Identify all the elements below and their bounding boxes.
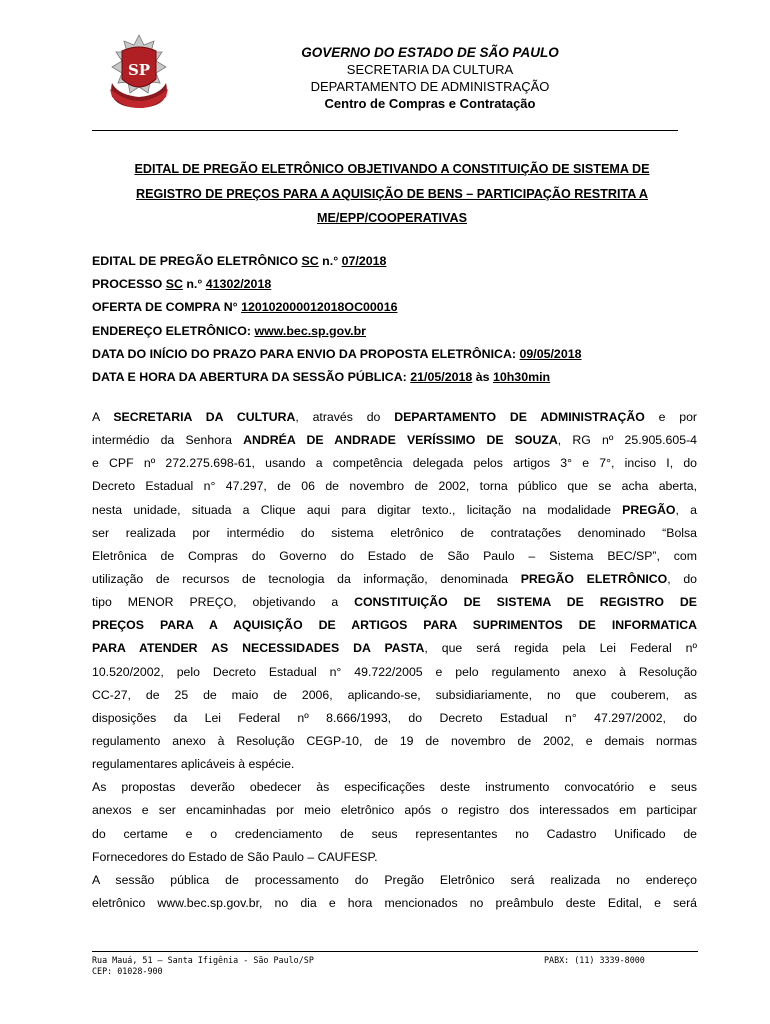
- footer-divider: [92, 951, 698, 952]
- paragraph-line: [92, 452, 697, 475]
- text-run: PREÇOS PARA A AQUISIÇÃO DE ARTIGOS PARA SUPRIMENTOS DE INFORMATICA: [92, 618, 697, 633]
- text-run: Fornecedores do Estado de São Paulo – CAUFESP.: [92, 849, 378, 864]
- paragraph-line: [92, 614, 697, 637]
- state-seal-icon: [100, 33, 178, 113]
- abertura-row: DATA E HORA DA ABERTURA DA SESSÃO PÚBLICA: 21/05/2018 às 10h30min: [92, 370, 551, 385]
- text-run: As propostas deverão obedecer às especificações deste instrumento convocatório e seus: [92, 780, 697, 795]
- text-run: PREGÃO ELETRÔNICO: [520, 571, 668, 586]
- paragraph-line: [92, 637, 697, 660]
- paragraph-line: [92, 499, 697, 522]
- paragraph-line: [92, 661, 697, 684]
- paragraph-line: [92, 684, 697, 707]
- paragraph-2: [92, 776, 697, 869]
- text-run: A: [92, 410, 114, 424]
- document-body: [92, 406, 697, 915]
- department-name: DEPARTAMENTO DE ADMINISTRAÇÃO: [310, 79, 550, 94]
- text-run: A sessão pública de processamento do Pregão Eletrônico será realizada no endereço: [92, 872, 697, 887]
- text-run: nesta unidade, situada a Clique aqui para digitar texto., licitação na modalidade: [92, 502, 623, 517]
- text-run: , a: [675, 502, 697, 517]
- title-line: EDITAL DE PREGÃO ELETRÔNICO OBJETIVANDO A CONSTITUIÇÃO DE SISTEMA DE: [134, 162, 650, 176]
- text-run: CONSTITUIÇÃO DE SISTEMA DE REGISTRO DE: [354, 595, 697, 610]
- text-run: SECRETARIA DA CULTURA: [113, 410, 296, 424]
- text-run: utilização de recursos de tecnologia da informação, denominada: [92, 571, 521, 586]
- paragraph-line: [92, 707, 697, 730]
- paragraph-line: [92, 429, 697, 452]
- footer-cep: CEP: 01028-900: [92, 966, 163, 976]
- paragraph-line: [92, 568, 697, 591]
- text-run: PARA ATENDER AS NECESSIDADES DA PASTA: [92, 641, 425, 656]
- edital-number-row: EDITAL DE PREGÃO ELETRÔNICO SC n.° 07/2018: [92, 254, 387, 268]
- paragraph-line: [92, 475, 697, 498]
- paragraph-3: [92, 869, 697, 915]
- inicio-date: 09/05/2018: [519, 346, 582, 361]
- paragraph-line: [92, 823, 697, 846]
- text-run: DEPARTAMENTO DE ADMINISTRAÇÃO: [394, 410, 645, 424]
- footer-street: Rua Mauá, 51 – Santa Ifigênia - São Paulo/SP: [92, 955, 314, 965]
- paragraph-line: [92, 869, 697, 892]
- paragraph-line: [92, 591, 697, 614]
- paragraph-line: [92, 776, 697, 799]
- bec-link[interactable]: www.bec.sp.gov.br: [254, 323, 367, 338]
- text-run: do certame e o credenciamento de seus representantes no Cadastro Unificado de: [92, 826, 697, 841]
- text-run: ANDRÉA DE ANDRADE VERÍSSIMO DE SOUZA: [243, 433, 558, 448]
- paragraph-line: [92, 753, 697, 776]
- text-run: regulamentares aplicáveis à espécie.: [92, 757, 295, 772]
- text-run: , do: [667, 571, 698, 586]
- processo-number: 41302/2018: [205, 277, 272, 292]
- paragraph-1: [92, 406, 697, 776]
- text-run: intermédio da Senhora: [92, 433, 244, 448]
- endereco-row: ENDEREÇO ELETRÔNICO: www.bec.sp.gov.br: [92, 323, 367, 338]
- text-run: tipo MENOR PREÇO, objetivando a: [92, 595, 355, 610]
- oferta-row: OFERTA DE COMPRA N° 120102000012018OC00016: [92, 300, 398, 315]
- text-run: e por: [644, 410, 698, 424]
- text-run: eletrônico www.bec.sp.gov.br, no dia e hora mencionados no preâmbulo deste Edital, e será: [92, 895, 697, 910]
- oferta-number: 120102000012018OC00016: [241, 300, 398, 315]
- seal-text: SP: [127, 61, 151, 79]
- text-run: CC-27, de 25 de maio de 2006, aplicando-se, subsidiariamente, no que couberem, as: [92, 687, 697, 702]
- paragraph-line: [92, 799, 697, 822]
- text-run: disposições da Lei Federal nº 8.666/1993, do Decreto Estadual n° 47.297/2002, do: [92, 710, 697, 725]
- paragraph-line: [92, 730, 697, 753]
- footer-phone: PABX: (11) 3339-8000: [544, 955, 645, 965]
- text-run: , que será regida pela Lei Federal nº: [424, 641, 698, 656]
- text-run: Eletrônica de Compras do Governo do Estado de São Paulo – Sistema BEC/SP”, com: [92, 548, 697, 563]
- text-run: e CPF nº 272.275.698-61, usando a competência delegada pelos artigos 3° e 7°, inciso I, do: [92, 456, 697, 471]
- paragraph-line: [92, 545, 697, 568]
- text-run: anexos e ser encaminhadas por meio eletrônico após o registro dos interessados em participar: [92, 803, 697, 818]
- processo-row: PROCESSO SC n.° 41302/2018: [92, 277, 272, 292]
- abertura-time: 10h30min: [492, 370, 551, 385]
- text-run: 10.520/2002, pelo Decreto Estadual n° 49.722/2005 e pelo regulamento anexo à Resolução: [92, 664, 697, 679]
- inicio-prazo-row: DATA DO INÍCIO DO PRAZO PARA ENVIO DA PROPOSTA ELETRÔNICA: 09/05/2018: [92, 346, 582, 361]
- text-run: regulamento anexo à Resolução CEGP-10, de 19 de novembro de 2002, e demais normas: [92, 733, 697, 748]
- text-run: Decreto Estadual n° 47.297, de 06 de novembro de 2002, torna público que se acha aberta,: [92, 479, 697, 494]
- footer-address: [92, 955, 314, 977]
- paragraph-line: [92, 406, 697, 429]
- paragraph-line: [92, 892, 697, 915]
- abertura-date: 21/05/2018: [410, 370, 473, 385]
- center-name: Centro de Compras e Contratação: [324, 96, 536, 111]
- document-title: [92, 157, 692, 231]
- government-name: GOVERNO DO ESTADO DE SÃO PAULO: [301, 45, 559, 60]
- header-divider: [92, 130, 678, 131]
- text-run: , através do: [295, 410, 395, 424]
- paragraph-line: [92, 522, 697, 545]
- edital-number: 07/2018: [341, 254, 387, 268]
- title-line: ME/EPP/COOPERATIVAS: [317, 211, 467, 225]
- letterhead: [200, 44, 660, 112]
- edital-metadata: [92, 250, 692, 389]
- text-run: , RG nº 25.905.605-4: [557, 433, 698, 448]
- text-run: PREGÃO: [622, 502, 676, 517]
- paragraph-line: [92, 846, 697, 869]
- text-run: ser realizada por intermédio do sistema eletrônico de contratações denominado “Bolsa: [92, 525, 697, 540]
- secretariat-name: SECRETARIA DA CULTURA: [346, 62, 514, 77]
- title-line: REGISTRO DE PREÇOS PARA A AQUISIÇÃO DE BENS – PARTICIPAÇÃO RESTRITA A: [136, 186, 648, 201]
